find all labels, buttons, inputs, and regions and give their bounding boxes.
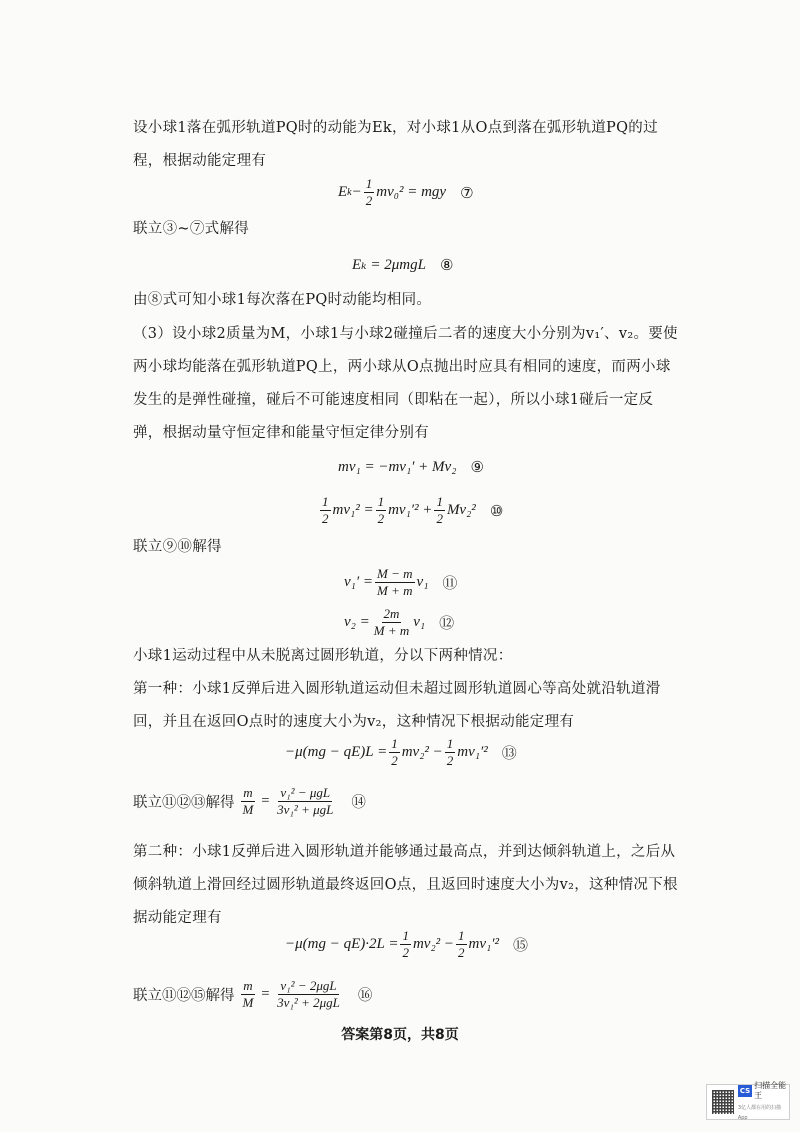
equation-number-9: ⑨	[470, 458, 484, 476]
watermark-name: 扫描全能王	[754, 1081, 787, 1100]
paragraph-4: （3）设小球2质量为M，小球1与小球2碰撞后二者的速度大小分别为v₁′、v₂。要使两小球均能落在弧形轨道PQ上，两小球从O点抛出时应具有相同的速度，而两小球发生的是弹性碰撞，碰后不可能速度相同（即粘在一起），所以小球1碰后一定反弹，根据动量守恒定律和能量守恒定律分别有	[133, 326, 678, 441]
equation-number-15: ⑮	[513, 936, 529, 954]
qr-code-icon	[712, 1090, 734, 1114]
paragraph-1: 设小球1落在弧形轨道PQ时的动能为Ek，对小球1从O点到落在弧形轨道PQ的过程，根据动能定理有	[133, 120, 658, 169]
equation-12: v₂ = $\frac{2m}{M + m}$ v₁ ⑫	[344, 606, 455, 638]
scanner-watermark	[706, 1081, 790, 1121]
equation-number-12: ⑫	[439, 614, 455, 632]
equation-9: mv₁ = −mv₁′ + Mv₂ ⑨	[338, 458, 484, 476]
equation-number-8: ⑧	[439, 255, 454, 274]
equation-16: 联立⑪⑫⑮解得 $\frac{m}{M}$ = $\frac{\text{v₁² − 2μgL}}{\text{3v₁² + 2μgL}}$ ⑯	[133, 978, 373, 1010]
equation-7: E k − $\frac{1}{2}$ mv₀² = mgy ⑦	[338, 176, 474, 208]
paragraph-2: 联立③~⑦式解得	[133, 221, 250, 237]
equation-number-13: ⑬	[501, 744, 517, 762]
equation-number-16: ⑯	[357, 988, 373, 1004]
equation-15: −μ(mg − qE)·2L = $\frac{1}{2}$ mv₂² − $\frac{1}{2}$ mv₁′² ⑮	[285, 928, 529, 960]
equation-13: −μ(mg − qE)L = $\frac{1}{2}$ mv₂² − $\frac{1}{2}$ mv₁′² ⑬	[285, 736, 517, 768]
paragraph-7: 第一种：小球1反弹后进入圆形轨道运动但未超过圆形轨道圆心等高处就沿轨道滑回，并且在返回O点时的速度大小为v₂，这种情况下根据动能定理有	[133, 681, 661, 730]
paragraph-6: 小球1运动过程中从未脱离过圆形轨道，分以下两种情况：	[133, 648, 513, 664]
equation-10: $\frac{1}{2}$ mv₁² = $\frac{1}{2}$ mv₁′² + $\frac{1}{2}$ Mv₂² ⑩	[322, 494, 504, 526]
equation-number-7: ⑦	[460, 183, 474, 202]
equation-number-10: ⑩	[489, 501, 504, 520]
equation-number-14: ⑭	[351, 795, 366, 811]
paragraph-8: 第二种：小球1反弹后进入圆形轨道并能够通过最高点，并到达倾斜轨道上，之后从倾斜轨道上滑回经过圆形轨道最终返回O点，且返回时速度大小为v₂，这种情况下根据动能定理有	[133, 844, 678, 926]
equation-14: 联立⑪⑫⑬解得 $\frac{m}{M}$ = $\frac{\text{v₁² − μgL}}{\text{3v₁² + μgL}}$ ⑭	[133, 785, 366, 817]
equation-11: v₁′ = $\frac{M - m}{M + m}$ v₁ ⑪	[344, 566, 458, 598]
camscanner-logo: CS	[739, 1087, 751, 1095]
paragraph-5: 联立⑨⑩解得	[133, 539, 222, 555]
page-footer: 答案第8页，共8页	[341, 1027, 459, 1043]
paragraph-3: 由⑧式可知小球1每次落在PQ时动能均相同。	[133, 292, 432, 308]
watermark-subtitle: 3亿人都在用的扫描App	[737, 1105, 781, 1121]
equation-number-11: ⑪	[442, 574, 458, 592]
equation-8: Eₖ = 2μmgL ⑧	[352, 255, 454, 274]
